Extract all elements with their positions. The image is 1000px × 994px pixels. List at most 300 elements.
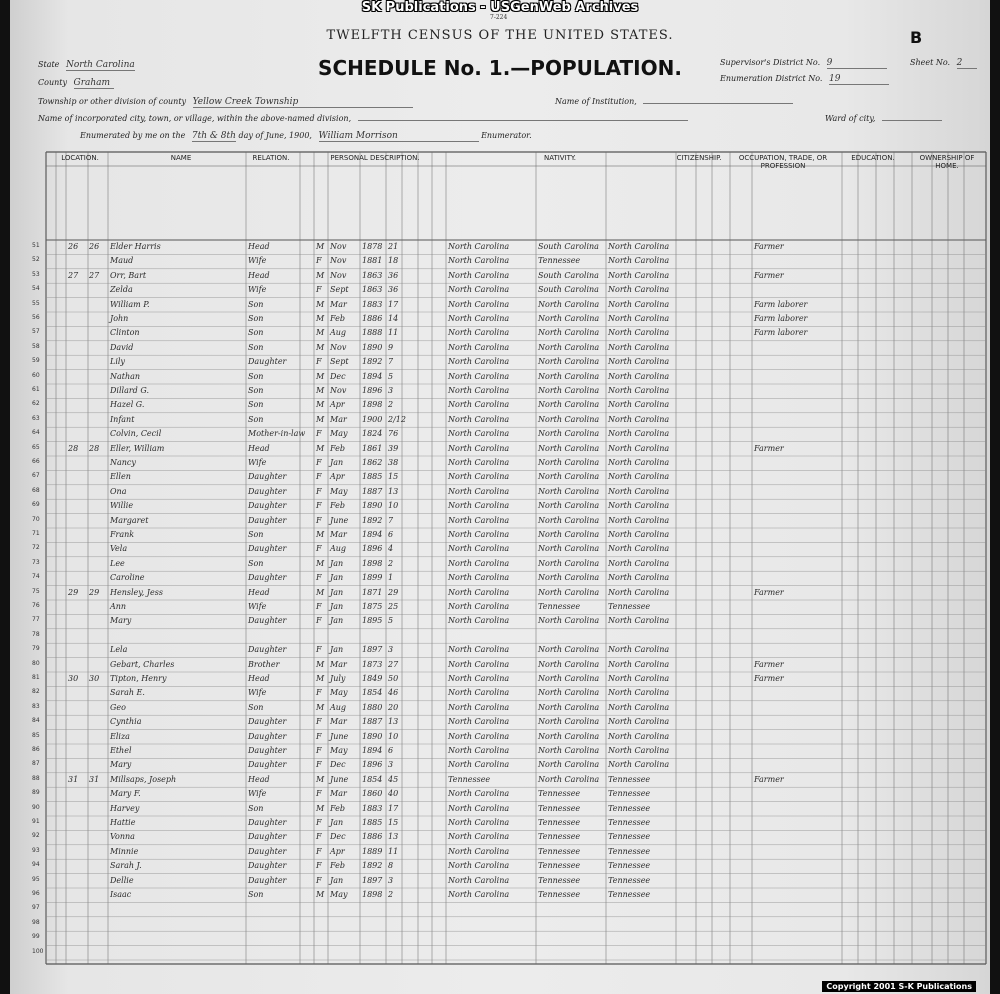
person-name: Clinton — [110, 328, 140, 338]
mother-birthplace: North Carolina — [608, 558, 670, 568]
person-name: Minnie — [110, 846, 139, 856]
age: 38 — [388, 458, 399, 467]
father-birthplace: North Carolina — [538, 616, 600, 626]
relation: Son — [248, 400, 264, 410]
row-number: 51 — [32, 242, 40, 249]
father-birthplace: North Carolina — [538, 328, 600, 338]
birthplace: North Carolina — [448, 371, 510, 381]
age: 46 — [388, 688, 399, 698]
birth-year: 1873 — [362, 659, 383, 669]
birth-year: 1898 — [362, 400, 383, 410]
person-name: Hattie — [110, 818, 136, 827]
mother-birthplace: North Carolina — [608, 458, 670, 467]
birth-year: 1878 — [362, 242, 383, 251]
age: 36 — [388, 285, 399, 295]
mother-birthplace: North Carolina — [608, 674, 670, 683]
birth-year: 1894 — [362, 530, 383, 539]
birth-year: 1875 — [362, 602, 383, 611]
age: 17 — [388, 803, 399, 813]
sex: M — [316, 774, 325, 784]
relation: Head — [248, 270, 270, 280]
county-value: Graham — [74, 78, 114, 89]
row-number: 97 — [32, 904, 40, 912]
birthplace: North Carolina — [448, 861, 510, 871]
birthplace: North Carolina — [448, 789, 510, 799]
birth-year: 1894 — [362, 371, 383, 381]
father-birthplace: North Carolina — [538, 645, 600, 655]
birth-year: 1896 — [362, 544, 383, 554]
relation: Daughter — [248, 818, 287, 827]
person-name: Mary F. — [110, 789, 141, 799]
sex: F — [316, 458, 322, 467]
father-birthplace: North Carolina — [538, 717, 600, 727]
mother-birthplace: North Carolina — [608, 746, 670, 755]
row-number: 69 — [32, 501, 40, 509]
person-name: Colvin, Cecil — [110, 429, 162, 439]
relation: Son — [248, 386, 264, 395]
person-name: Zelda — [110, 285, 133, 295]
ward-label: Ward of city, — [825, 114, 876, 123]
row-number: 83 — [32, 702, 40, 710]
age: 2/12 — [388, 414, 406, 424]
birthplace: North Carolina — [448, 674, 510, 683]
mother-birthplace: Tennessee — [608, 875, 651, 885]
father-birthplace: North Carolina — [538, 357, 600, 367]
institution-label: Name of Institution, — [555, 97, 637, 106]
birthplace: North Carolina — [448, 587, 510, 597]
person-name: Sarah J. — [110, 861, 142, 871]
birth-month: Jan — [330, 645, 344, 655]
institution-field — [555, 97, 793, 106]
birthplace: North Carolina — [448, 602, 510, 611]
birth-month: Nov — [330, 386, 347, 395]
birth-year: 1854 — [362, 774, 383, 784]
relation: Daughter — [248, 616, 287, 626]
relation: Son — [248, 328, 264, 338]
age: 13 — [388, 717, 399, 727]
occupation: Farmer — [754, 242, 784, 251]
birth-month: Feb — [330, 314, 345, 323]
sex: F — [316, 818, 322, 827]
person-name: Cynthia — [110, 717, 142, 727]
father-birthplace: South Carolina — [538, 270, 599, 280]
sex: M — [316, 443, 325, 453]
age: 14 — [388, 314, 399, 323]
father-birthplace: Tennessee — [538, 256, 581, 266]
sex: F — [316, 861, 322, 871]
age: 7 — [388, 515, 394, 525]
mother-birthplace: North Carolina — [608, 486, 670, 496]
birth-year: 1863 — [362, 285, 383, 295]
person-name: Mary — [110, 616, 132, 626]
mother-birthplace: Tennessee — [608, 818, 651, 827]
person-name: Harvey — [110, 803, 140, 813]
person-name: Vonna — [110, 832, 135, 842]
mother-birthplace: North Carolina — [608, 443, 670, 453]
birthplace: North Carolina — [448, 544, 510, 554]
birthplace: North Carolina — [448, 760, 510, 770]
age: 2 — [388, 890, 394, 899]
column-group-ownership: OWNERSHIP OF HOME. — [919, 154, 975, 170]
sex: M — [316, 328, 325, 338]
father-birthplace: North Carolina — [538, 530, 600, 539]
person-name: Lela — [110, 645, 128, 655]
birthplace: North Carolina — [448, 357, 510, 367]
row-number: 71 — [32, 530, 40, 537]
birth-year: 1898 — [362, 890, 383, 899]
person-name: Eller, William — [110, 443, 165, 453]
birthplace: North Carolina — [448, 386, 510, 395]
age: 45 — [388, 774, 399, 784]
birth-year: 1883 — [362, 803, 383, 813]
row-number: 66 — [32, 458, 40, 465]
birth-month: Feb — [330, 443, 345, 453]
row-number: 85 — [32, 731, 40, 739]
age: 76 — [388, 429, 399, 439]
sex: F — [316, 846, 322, 856]
row-number: 81 — [32, 674, 40, 681]
birth-month: Apr — [330, 400, 345, 410]
person-name: William P. — [110, 299, 150, 309]
birth-month: May — [330, 486, 348, 496]
sex: F — [316, 875, 322, 885]
age: 18 — [388, 256, 399, 266]
row-number: 76 — [32, 602, 40, 609]
relation: Son — [248, 299, 264, 309]
row-number: 84 — [32, 717, 40, 725]
state-value: North Carolina — [65, 60, 135, 70]
birthplace: North Carolina — [448, 414, 510, 424]
birth-year: 1896 — [362, 760, 383, 770]
person-name: Caroline — [110, 573, 145, 583]
sheet-number-field — [910, 58, 977, 69]
birthplace: North Carolina — [448, 342, 510, 352]
mother-birthplace: North Carolina — [608, 328, 670, 338]
mother-birthplace: North Carolina — [608, 616, 670, 626]
birth-month: July — [330, 674, 346, 683]
row-number: 98 — [32, 918, 40, 926]
father-birthplace: North Carolina — [538, 486, 600, 496]
birthplace: North Carolina — [448, 846, 510, 856]
birthplace: North Carolina — [448, 256, 510, 266]
column-group-location: LOCATION. — [61, 154, 99, 162]
birth-month: Jan — [330, 587, 344, 597]
birth-year: 1899 — [362, 573, 383, 583]
birth-month: Apr — [330, 472, 345, 482]
sex: F — [316, 717, 322, 727]
relation: Son — [248, 371, 264, 381]
sex: M — [316, 386, 325, 395]
birth-year: 1895 — [362, 616, 383, 626]
mother-birthplace: North Carolina — [608, 371, 670, 381]
birthplace: North Carolina — [448, 573, 510, 583]
relation: Daughter — [248, 746, 287, 755]
relation: Daughter — [248, 645, 287, 655]
father-birthplace: Tennessee — [538, 602, 581, 611]
father-birthplace: North Carolina — [538, 501, 600, 511]
person-name: John — [110, 314, 129, 323]
relation: Daughter — [248, 573, 287, 583]
family-number: 30 — [89, 674, 100, 683]
person-name: Vela — [110, 544, 128, 554]
mother-birthplace: Tennessee — [608, 861, 651, 871]
father-birthplace: North Carolina — [538, 674, 600, 683]
person-name: Hazel G. — [110, 400, 145, 410]
mother-birthplace: North Carolina — [608, 501, 670, 511]
township-label: Township or other division of county — [38, 97, 187, 106]
township-field — [38, 97, 413, 108]
sex: F — [316, 789, 322, 799]
relation: Head — [248, 674, 270, 683]
copyright-notice: Copyright 2001 S-K Publications — [822, 981, 976, 992]
mother-birthplace: Tennessee — [608, 832, 651, 842]
birthplace: North Carolina — [448, 443, 510, 453]
mother-birthplace: North Carolina — [608, 530, 670, 539]
birth-year: 1890 — [362, 342, 383, 352]
mother-birthplace: North Carolina — [608, 702, 670, 712]
family-number: 29 — [89, 587, 100, 597]
birth-year: 1886 — [362, 314, 383, 323]
birth-month: May — [330, 746, 348, 755]
mother-birthplace: North Carolina — [608, 386, 670, 395]
sex: M — [316, 803, 325, 813]
age: 3 — [388, 386, 394, 395]
enumeration-value: 19 — [829, 74, 889, 85]
occupation: Farmer — [754, 270, 784, 280]
father-birthplace: North Carolina — [538, 342, 600, 352]
birthplace: North Carolina — [448, 270, 510, 280]
ward-value — [882, 120, 942, 121]
birthplace: North Carolina — [448, 688, 510, 698]
birthplace: North Carolina — [448, 400, 510, 410]
sheet-value: 2 — [957, 58, 977, 69]
age: 7 — [388, 357, 394, 367]
row-number: 73 — [32, 558, 40, 566]
birth-month: Mar — [330, 299, 347, 309]
mother-birthplace: North Carolina — [608, 270, 670, 280]
birth-year: 1824 — [362, 429, 383, 439]
column-group-relation: RELATION. — [252, 154, 290, 162]
age: 29 — [388, 587, 399, 597]
relation: Wife — [248, 789, 267, 799]
birth-month: Sept — [330, 285, 349, 295]
father-birthplace: Tennessee — [538, 890, 581, 899]
row-number: 90 — [32, 803, 40, 811]
father-birthplace: North Carolina — [538, 659, 600, 669]
age: 36 — [388, 270, 399, 280]
supervisor-label: Supervisor's District No. — [720, 58, 821, 67]
age: 17 — [388, 299, 399, 309]
birth-year: 1863 — [362, 270, 383, 280]
birth-month: Mar — [330, 789, 347, 799]
age: 3 — [388, 760, 394, 770]
row-number: 61 — [32, 386, 40, 393]
mother-birthplace: Tennessee — [608, 803, 651, 813]
row-number: 80 — [32, 659, 40, 667]
father-birthplace: South Carolina — [538, 242, 599, 251]
birth-month: Nov — [330, 256, 347, 266]
person-name: Margaret — [110, 515, 149, 525]
birth-year: 1892 — [362, 515, 383, 525]
enumeration-district-field — [720, 74, 889, 85]
age: 6 — [388, 530, 394, 539]
birth-year: 1887 — [362, 717, 383, 727]
mother-birthplace: North Carolina — [608, 472, 670, 482]
sex: F — [316, 501, 322, 511]
relation: Daughter — [248, 731, 287, 741]
person-name: Gebart, Charles — [110, 659, 175, 669]
enumeration-label: Enumeration District No. — [720, 74, 823, 83]
sex: F — [316, 688, 322, 698]
sex: F — [316, 357, 322, 367]
person-name: Nathan — [110, 371, 141, 381]
father-birthplace: South Carolina — [538, 285, 599, 295]
occupation: Farm laborer — [754, 314, 808, 323]
relation: Son — [248, 530, 264, 539]
sex: F — [316, 256, 322, 266]
relation: Son — [248, 803, 264, 813]
birthplace: North Carolina — [448, 458, 510, 467]
row-number: 53 — [32, 270, 40, 278]
birth-month: Nov — [330, 270, 347, 280]
relation: Daughter — [248, 875, 287, 885]
birthplace: North Carolina — [448, 890, 510, 899]
row-number: 89 — [32, 789, 40, 797]
birthplace: North Carolina — [448, 746, 510, 755]
mother-birthplace: North Carolina — [608, 731, 670, 741]
age: 11 — [388, 328, 399, 338]
occupation: Farm laborer — [754, 328, 808, 338]
sex: M — [316, 414, 325, 424]
person-name: Dillard G. — [110, 386, 149, 395]
family-number: 28 — [89, 443, 100, 453]
column-group-occupation: OCCUPATION, TRADE, OR PROFESSION — [738, 154, 828, 170]
relation: Wife — [248, 285, 267, 295]
row-number: 95 — [32, 875, 40, 883]
birth-year: 1894 — [362, 746, 383, 755]
person-name: Eliza — [110, 731, 130, 741]
sex: M — [316, 242, 325, 251]
census-sheet — [10, 0, 990, 994]
mother-birthplace: Tennessee — [608, 789, 651, 799]
mother-birthplace: Tennessee — [608, 846, 651, 856]
row-number: 100 — [32, 947, 44, 955]
row-number: 56 — [32, 314, 40, 321]
person-name: Infant — [110, 414, 135, 424]
sheet-label: Sheet No. — [910, 58, 951, 67]
occupation: Farmer — [754, 659, 784, 669]
age: 1 — [388, 573, 394, 583]
column-group-education: EDUCATION. — [851, 154, 895, 162]
relation: Daughter — [248, 501, 287, 511]
age: 11 — [388, 846, 399, 856]
row-number: 68 — [32, 486, 40, 494]
age: 25 — [388, 602, 399, 611]
birth-month: Mar — [330, 530, 347, 539]
father-birthplace: Tennessee — [538, 861, 581, 871]
row-number: 94 — [32, 861, 40, 869]
county-field — [38, 78, 114, 89]
row-number: 86 — [32, 746, 40, 753]
city-field — [38, 114, 688, 123]
mother-birthplace: North Carolina — [608, 515, 670, 525]
sex: M — [316, 659, 325, 669]
sex: M — [316, 674, 325, 683]
birthplace: North Carolina — [448, 429, 510, 439]
father-birthplace: North Carolina — [538, 760, 600, 770]
birth-month: June — [330, 731, 349, 741]
sex: F — [316, 515, 322, 525]
sex: F — [316, 285, 322, 295]
person-name: Nancy — [110, 458, 136, 467]
birth-month: Jan — [330, 818, 344, 827]
birth-month: Aug — [330, 328, 347, 338]
birth-year: 1892 — [362, 861, 383, 871]
relation: Daughter — [248, 357, 287, 367]
birthplace: North Carolina — [448, 645, 510, 655]
birth-month: Aug — [330, 702, 347, 712]
birth-year: 1897 — [362, 875, 383, 885]
birth-year: 1892 — [362, 357, 383, 367]
birth-month: Feb — [330, 861, 345, 871]
father-birthplace: Tennessee — [538, 832, 581, 842]
mother-birthplace: North Carolina — [608, 285, 670, 295]
sex: M — [316, 314, 325, 323]
father-birthplace: North Carolina — [538, 731, 600, 741]
column-group-personal: PERSONAL DESCRIPTION. — [330, 154, 420, 162]
birth-year: 1862 — [362, 458, 383, 467]
birthplace: North Carolina — [448, 314, 510, 323]
father-birthplace: North Carolina — [538, 472, 600, 482]
dwelling-number: 31 — [68, 774, 79, 784]
birth-month: Dec — [330, 371, 346, 381]
birthplace: North Carolina — [448, 616, 510, 626]
relation: Daughter — [248, 832, 287, 842]
column-group-name: NAME — [170, 154, 192, 162]
birth-year: 1885 — [362, 818, 383, 827]
row-number: 67 — [32, 472, 40, 480]
birth-month: Jan — [330, 602, 344, 611]
birth-month: Feb — [330, 803, 345, 813]
row-number: 99 — [32, 933, 40, 941]
birth-year: 1860 — [362, 789, 383, 799]
row-number: 57 — [32, 328, 40, 336]
person-name: Ann — [110, 602, 127, 611]
birthplace: North Carolina — [448, 530, 510, 539]
relation: Wife — [248, 256, 267, 266]
birthplace: North Carolina — [448, 803, 510, 813]
mother-birthplace: North Carolina — [608, 400, 670, 410]
mother-birthplace: North Carolina — [608, 587, 670, 597]
relation: Head — [248, 242, 270, 251]
relation: Brother — [248, 659, 280, 669]
row-number: 70 — [32, 515, 40, 523]
person-name: Dellie — [110, 875, 134, 885]
person-name: Lily — [110, 357, 125, 367]
person-name: Elder Harris — [110, 242, 161, 251]
birth-month: Nov — [330, 342, 347, 352]
birthplace: North Carolina — [448, 717, 510, 727]
mother-birthplace: North Carolina — [608, 659, 670, 669]
sex: M — [316, 530, 325, 539]
age: 3 — [388, 645, 394, 655]
person-name: Mary — [110, 760, 132, 770]
birth-month: Mar — [330, 414, 347, 424]
father-birthplace: North Carolina — [538, 573, 600, 583]
row-number: 78 — [32, 630, 40, 638]
mother-birthplace: North Carolina — [608, 342, 670, 352]
column-group-citizenship: CITIZENSHIP. — [676, 154, 722, 162]
